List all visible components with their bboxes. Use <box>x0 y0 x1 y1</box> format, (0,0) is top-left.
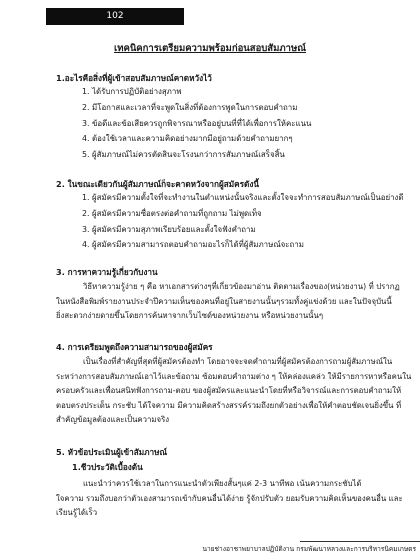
paragraph-line: เรียนรู้ได้เร็ว <box>56 508 98 518</box>
section5-subheading: 1.ชีวประวัติเบื้องต้น <box>72 462 143 472</box>
paragraph-line: ในหนังสือพิมพ์รายงานประจำปีความเห็นของคนที่อยู่ในสายงานนั้นๆรวมทั้งคู่แข่งด้วย และในปัจจุบันนี้ <box>56 296 392 306</box>
list-item: 4. ต้องใช้เวลาและความคิดอย่างมากมีอยู่ถามด้วยคำถามยากๆ <box>82 134 293 144</box>
footer-divider <box>300 541 420 542</box>
page-number-tab: 102 <box>46 8 184 25</box>
section2-list <box>82 190 404 253</box>
list-item: 1. ได้รับการปฏิบัติอย่างสุภาพ <box>82 87 182 96</box>
paragraph-line: แนะนำว่าควรใช้เวลาในการแนะนำตัวเพียงสั้นๆแค่ 2-3 นาทีพอ เน้นความกระชับได้ <box>83 479 362 488</box>
list-item: 3. ข้อดีและข้อเสียควรถูกพิจารณาหรืออยู่บนที่ที่ได้เพื่อการให้คะแนน <box>82 118 312 128</box>
paragraph-line: วิธีหาความรู้ง่าย ๆ คือ หาเอกสารต่างๆที่เกี่ยวข้องมาอ่าน ติดตามเรื่องของ(หน่วยงาน) ที่ ปรากฏ <box>83 282 400 291</box>
list-item: 2. ผู้สมัครมีความซื่อตรงต่อคำถามที่ถูกถาม ไม่พูดเท็จ <box>82 208 262 218</box>
paragraph-line: ระหว่างการสอบสัมภาษณ์เอาไว้และข้อถาม ซ้อมตอบคำถามต่าง ๆ ให้คล่องแคล่ว ให้มีรายการหาหรือคนใน <box>56 371 412 381</box>
section5-paragraph <box>56 477 403 521</box>
section2-heading: 2. ในขณะเดียวกันผู้สัมภาษณ์ก็จะคาดหวังจากผู้สมัครดังนี้ <box>56 179 259 189</box>
section4-paragraph <box>56 355 412 428</box>
list-item: 5. ผู้สัมภาษณ์ไม่ควรตัดสินจะโรงนกว่าการสัมภาษณ์เสร็จสิ้น <box>82 150 285 160</box>
paragraph-line: ตอบตรงประเด็น กระชับ ได้ใจความ มีความคิดสร้างสรรค์รวมถึงยกตัวอย่างเพื่อให้คำตอบชัดเจนยิ่งขึ้น ที่ <box>56 400 402 410</box>
footer-text: นายช่างอาชาพยาบาลปฏิบัติงาน กรมพัฒนาหลวงและการบริหารนิคมเกษตร <box>202 545 416 553</box>
section3-paragraph <box>56 280 400 324</box>
section1-list <box>82 84 311 163</box>
section4-heading: 4. การเตรียมพูดถึงความสามารถของผู้สมัคร <box>56 342 213 352</box>
list-item: 3. ผู้สมัครมีความสุภาพเรียบร้อยและตั้งใจฟังคำถาม <box>82 224 256 234</box>
paragraph-line: สำคัญข้อมูลต้องและเป็นความจริง <box>56 415 170 425</box>
section1-heading: 1.อะไรคือสิ่งที่ผู้เข้าสอบสัมภาษณ์คาดหวังไว้ <box>56 73 212 83</box>
list-item: 2. มีโอกาสและเวลาที่จะพูดในสิ่งที่ต้องการพูดในการตอบคำถาม <box>82 102 298 112</box>
section3-heading: 3. การหาความรู้เกี่ยวกับงาน <box>56 267 158 277</box>
list-item: 1. ผู้สมัครมีความตั้งใจที่จะทำงานในตำแหน่งนั้นจริงและตั้งใจจะทำการสอบสัมภาษณ์เป็นอย่างดี <box>82 193 404 202</box>
paragraph-line: ยิ่งสะดวกง่ายดายขึ้นโดยการค้นหาจากเว็บไซด์ของหน่วยงาน หรือหน่วยงานนั้นๆ <box>56 311 324 321</box>
list-item: 4. ผู้สมัครมีความสามารถตอบคำถามอะไรก็ได้ที่ผู้สัมภาษณ์จะถาม <box>82 240 304 250</box>
section5-heading: 5. หัวข้อประเมินผู้เข้าสัมภาษณ์ <box>56 447 168 457</box>
page-title: เทคนิคการเตรียมความพร้อมก่อนสอบสัมภาษณ์ <box>113 43 307 54</box>
paragraph-line: เป็นเรื่องที่สำคัญที่สุดที่ผู้สมัครต้องทำ โดยอาจจะจดคำถามที่ผู้สมัครต้องการถามผู้สัมภาษณ์ใน <box>83 357 393 366</box>
paragraph-line: ใจความ รวมถึงบอกว่าตัวเองสามารถเข้ากับคนอื่นได้ง่าย รู้จักปรับตัว ยอมรับความคิดเห็นของคนอื่น และ <box>56 493 403 503</box>
paragraph-line: ครอบครัวและเพื่อนสนิทฟังการถาม-ตอบ ของผู้สมัครและแนะนำโดยที่หรือวิจารณ์และการตอบคำถามให้ <box>56 386 402 396</box>
